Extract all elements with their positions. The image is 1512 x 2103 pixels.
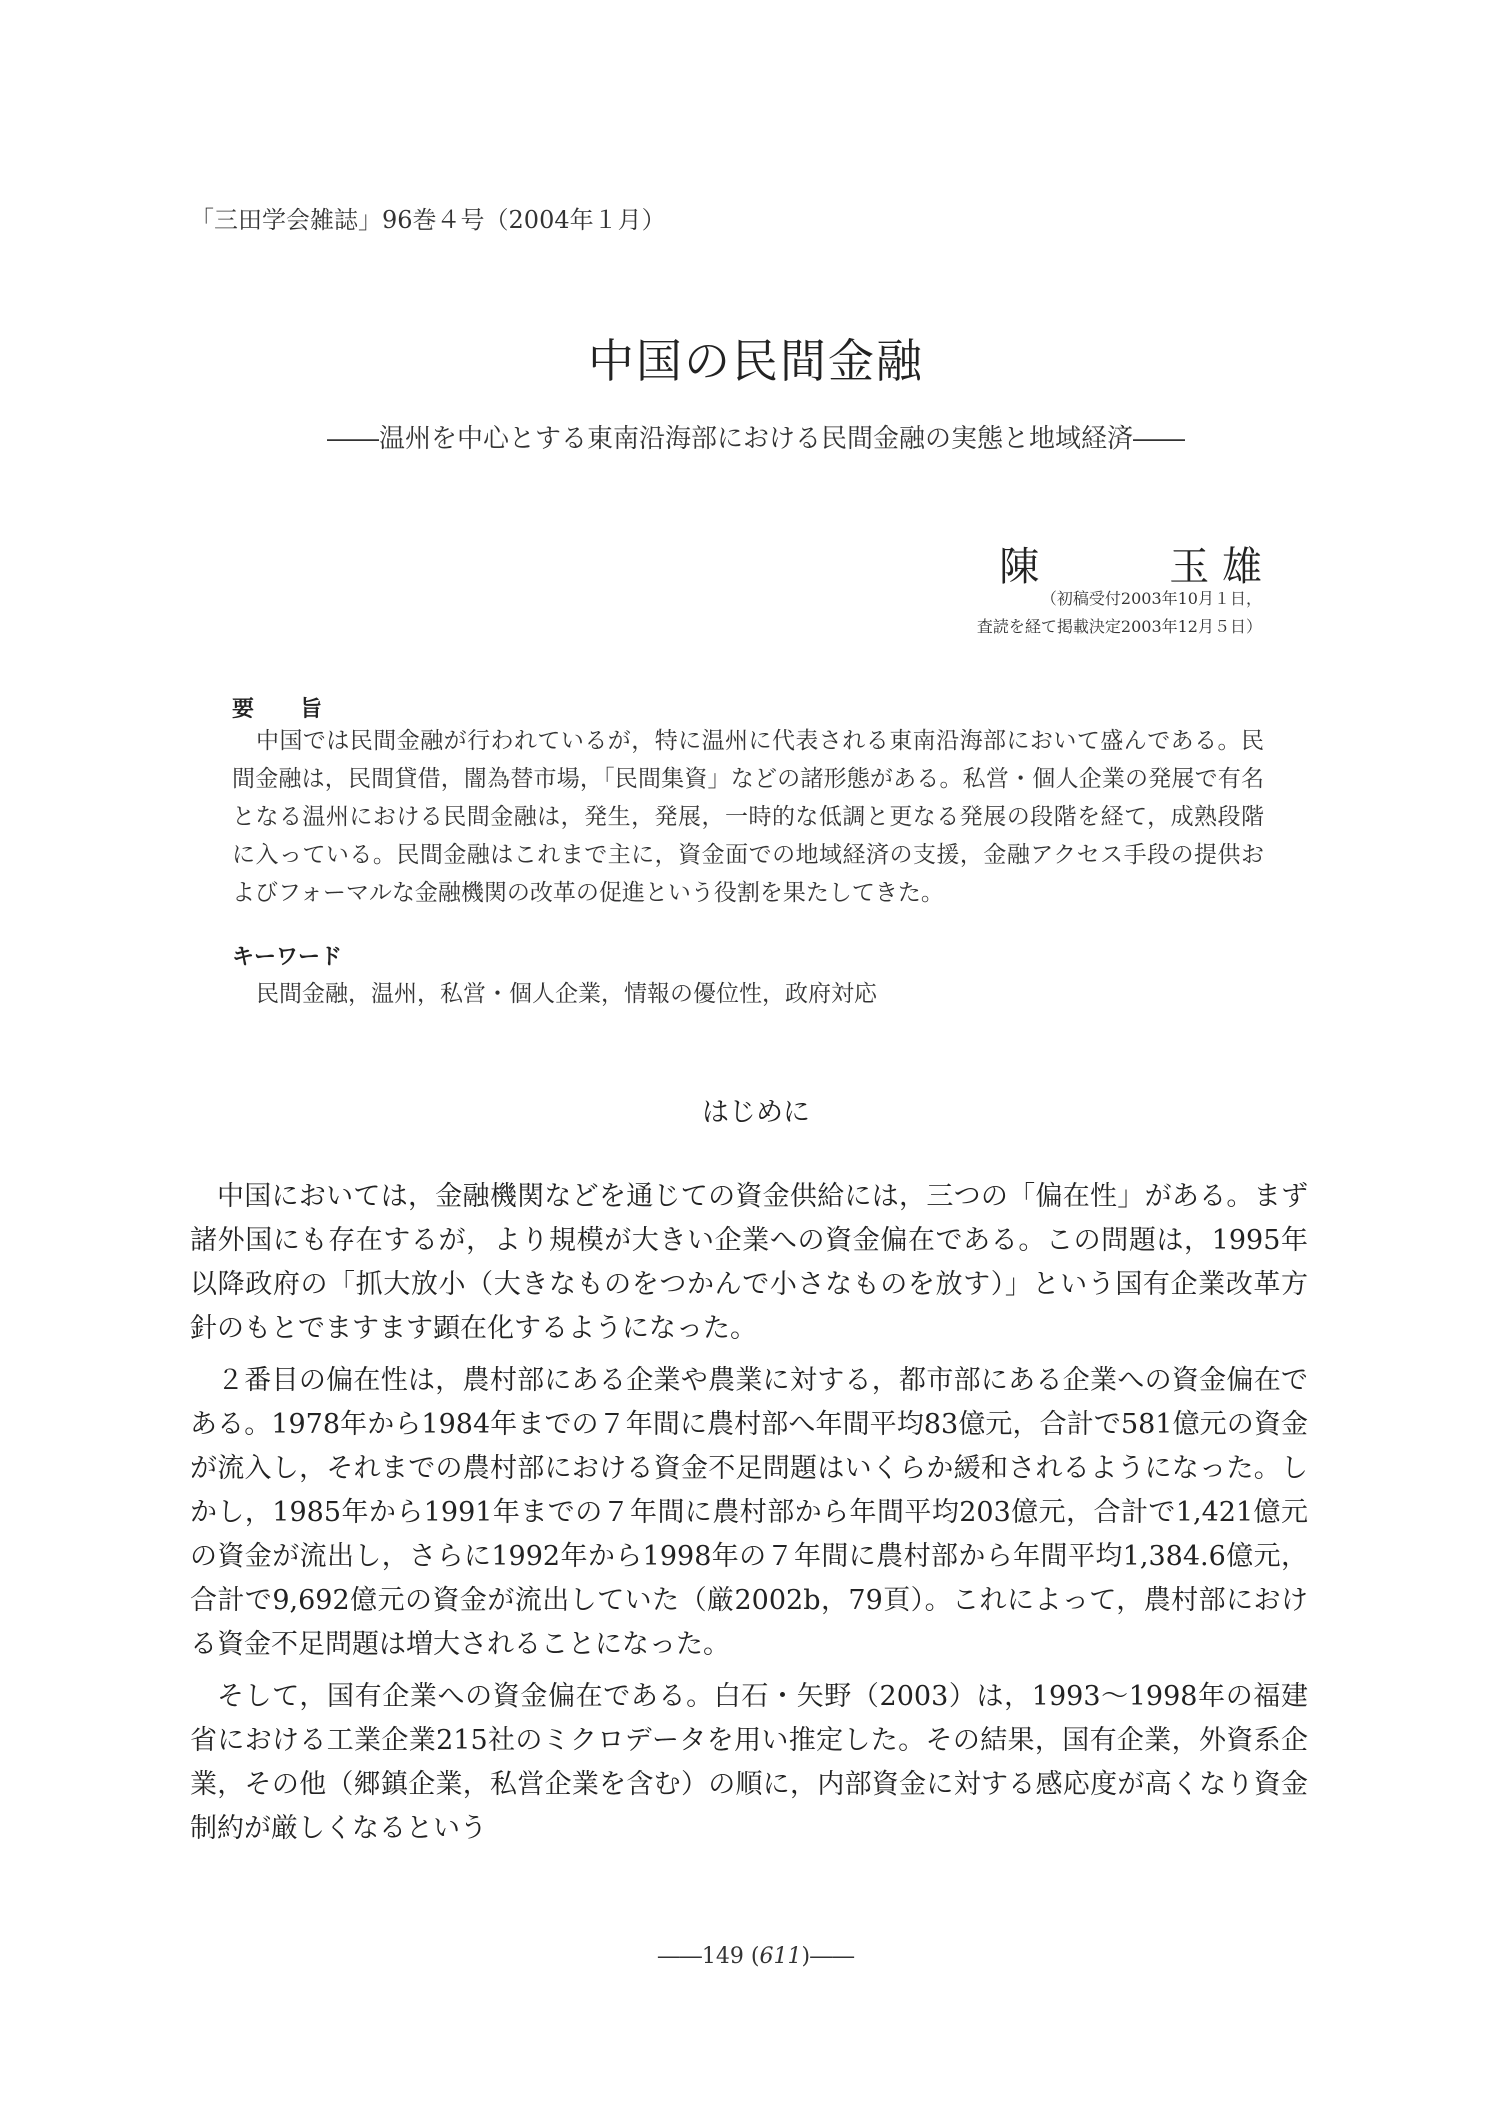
received-dates xyxy=(977,585,1262,641)
abstract-heading: 要旨 xyxy=(232,696,369,722)
footer-rule-left: ―― xyxy=(657,1944,702,1969)
page-number: 149 xyxy=(701,1944,744,1969)
received-line-1: （初稿受付2003年10月１日， xyxy=(1040,589,1262,608)
author-surname: 陳 xyxy=(999,544,1040,590)
author-given-name: 玉 雄 xyxy=(1169,544,1262,590)
footer-rule-right: ―― xyxy=(810,1944,855,1969)
author-name xyxy=(999,535,1262,592)
section-heading: はじめに xyxy=(702,1097,810,1128)
body-paragraph-1: 中国においては，金融機関などを通じての資金供給には，三つの「偏在性」がある。まず諸外国にも存在するが，より規模が大きい企業への資金偏在である。この問題は，1995年以降政府の「抓大放小（大きなものをつかんで小さなものを放す）」という国有企業改革方針のもとでますます顕在化するようになった。 xyxy=(190,1181,1308,1344)
paper-title: 中国の民間金融 xyxy=(588,334,924,388)
body-text xyxy=(190,1175,1308,1859)
journal-citation: 「三田学会雑誌」96巻４号（2004年１月） xyxy=(190,206,666,234)
keywords-heading: キーワード xyxy=(232,944,343,970)
body-paragraph-2: ２番目の偏在性は，農村部にある企業や農業に対する，都市部にある企業への資金偏在である。1978年から1984年までの７年間に農村部へ年間平均83億元，合計で581億元の資金が流入し，それまでの農村部における資金不足問題はいくらか緩和されるようになった。しかし，1985年から1991年までの７年間に農村部から年間平均203億元，合計で1,421億元の資金が流出し，さらに1992年から1998年の７年間に農村部から年間平均1,384.6億元，合計で9,692億元の資金が流出していた（厳2002b，79頁）。これによって，農村部における資金不足問題は増大されることになった。 xyxy=(190,1365,1308,1660)
body-paragraph-3: そして，国有企業への資金偏在である。白石・矢野（2003）は，1993～1998年の福建省における工業企業215社のミクロデータを用い推定した。その結果，国有企業，外資系企業，その他（郷鎮企業，私営企業を含む）の順に，内部資金に対する感応度が高くなり資金制約が厳しくなるという xyxy=(190,1681,1308,1844)
page-footer: ――149 (611)―― xyxy=(657,1944,855,1969)
keywords-text: 民間金融，温州，私営・個人企業，情報の優位性，政府対応 xyxy=(256,981,877,1007)
total-page-number: 611 xyxy=(759,1944,802,1969)
paper-subtitle: ――温州を中心とする東南沿海部における民間金融の実態と地域経済―― xyxy=(326,424,1185,454)
abstract-text: 中国では民間金融が行われているが，特に温州に代表される東南沿海部において盛んである。民間金融は，民間貸借，闇為替市場，「民間集資」などの諸形態がある。私営・個人企業の発展で有名となる温州における民間金融は，発生，発展，一時的な低調と更なる発展の段階を経て，成熟段階に入っている。民間金融はこれまで主に，資金面での地域経済の支援，金融アクセス手段の提供およびフォーマルな金融機関の改革の促進という役割を果たしてきた。 xyxy=(232,728,1264,906)
received-line-2: 査読を経て掲載決定2003年12月５日） xyxy=(976,617,1262,636)
